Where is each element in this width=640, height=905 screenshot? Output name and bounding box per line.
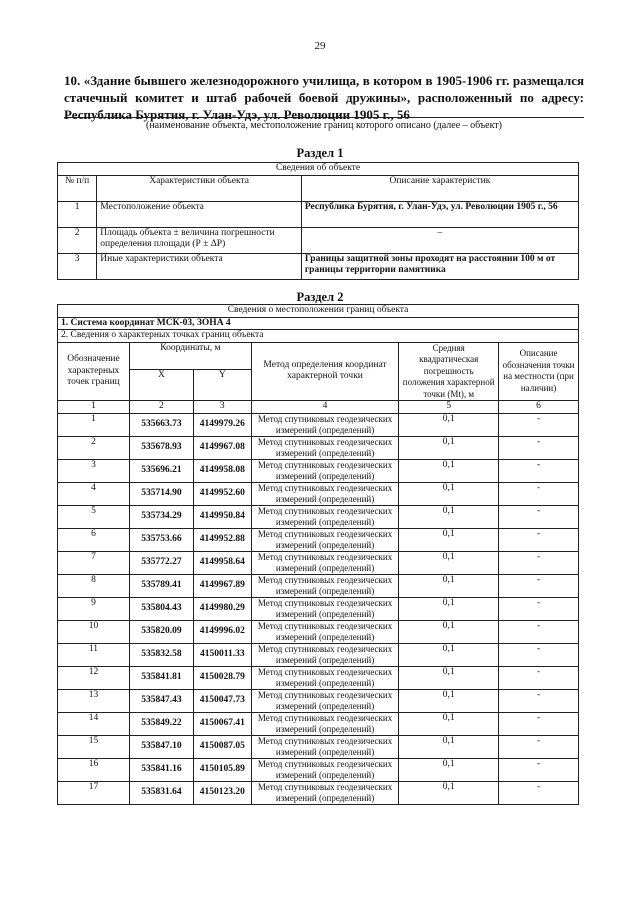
point-number: 13 <box>58 689 130 712</box>
points-caption: 2. Сведения о характерных точках границ объекта <box>58 330 579 343</box>
table-row <box>58 528 579 551</box>
point-number: 5 <box>58 505 130 528</box>
characteristic-name: Местоположение объекта <box>97 201 302 227</box>
header-description: Описание характеристик <box>301 175 578 201</box>
table-row <box>58 758 579 781</box>
coordinate-x: 535841.81 <box>129 666 193 689</box>
column-number: 3 <box>193 401 251 414</box>
point-description: - <box>499 666 579 689</box>
coordinate-y: 4150028.79 <box>193 666 251 689</box>
point-number: 8 <box>58 574 130 597</box>
characteristic-description: – <box>301 227 578 253</box>
coordinate-y: 4149979.26 <box>193 413 251 436</box>
coordinate-y: 4150011.33 <box>193 643 251 666</box>
coordinate-x: 535696.21 <box>129 459 193 482</box>
point-description: - <box>499 735 579 758</box>
characteristic-name: Иные характеристики объекта <box>97 253 302 279</box>
point-description: - <box>499 643 579 666</box>
point-method: Метод спутниковых геодезических измерений (определений) <box>251 666 399 689</box>
column-number: 5 <box>399 401 499 414</box>
section1-title: Раздел 1 <box>296 146 344 160</box>
point-number: 9 <box>58 597 130 620</box>
point-number: 3 <box>58 459 130 482</box>
section1-table-title: Сведения об объекте <box>58 163 579 176</box>
table-row <box>58 781 579 804</box>
coordinate-x: 535734.29 <box>129 505 193 528</box>
point-method: Метод спутниковых геодезических измерений (определений) <box>251 689 399 712</box>
point-method: Метод спутниковых геодезических измерений (определений) <box>251 574 399 597</box>
point-accuracy: 0,1 <box>399 551 499 574</box>
point-method: Метод спутниковых геодезических измерений (определений) <box>251 758 399 781</box>
coordinate-x: 535820.09 <box>129 620 193 643</box>
section2-table-title: Сведения о местоположении границ объекта <box>58 305 579 318</box>
point-description: - <box>499 528 579 551</box>
coordinate-y: 4149980.29 <box>193 597 251 620</box>
table-row <box>58 436 579 459</box>
coordinate-x: 535831.64 <box>129 781 193 804</box>
point-accuracy: 0,1 <box>399 620 499 643</box>
point-description: - <box>499 620 579 643</box>
point-number: 16 <box>58 758 130 781</box>
coordinate-x: 535753.66 <box>129 528 193 551</box>
point-number: 2 <box>58 436 130 459</box>
coordinate-y: 4149996.02 <box>193 620 251 643</box>
coordinate-y: 4149950.84 <box>193 505 251 528</box>
header-coordinates: Координаты, м <box>129 342 251 370</box>
point-description: - <box>499 758 579 781</box>
point-accuracy: 0,1 <box>399 528 499 551</box>
point-method: Метод спутниковых геодезических измерений (определений) <box>251 643 399 666</box>
coordinate-y: 4150123.20 <box>193 781 251 804</box>
table-row <box>58 253 579 279</box>
row-number: 2 <box>58 227 97 253</box>
coordinate-x: 535789.41 <box>129 574 193 597</box>
coordinate-x: 535772.27 <box>129 551 193 574</box>
section2-title: Раздел 2 <box>296 290 344 304</box>
object-info-table <box>57 162 579 280</box>
point-description: - <box>499 413 579 436</box>
coordinate-x: 535841.16 <box>129 758 193 781</box>
coordinate-x: 535847.43 <box>129 689 193 712</box>
point-method: Метод спутниковых геодезических измерений (определений) <box>251 528 399 551</box>
point-number: 6 <box>58 528 130 551</box>
point-accuracy: 0,1 <box>399 505 499 528</box>
coordinate-x: 535663.73 <box>129 413 193 436</box>
coordinate-y: 4149958.08 <box>193 459 251 482</box>
point-method: Метод спутниковых геодезических измерений (определений) <box>251 436 399 459</box>
table-row <box>58 689 579 712</box>
point-accuracy: 0,1 <box>399 781 499 804</box>
table-row <box>58 227 579 253</box>
point-number: 14 <box>58 712 130 735</box>
table-row <box>58 574 579 597</box>
header-x: X <box>129 370 193 401</box>
point-method: Метод спутниковых геодезических измерений (определений) <box>251 551 399 574</box>
point-accuracy: 0,1 <box>399 597 499 620</box>
header-number: № п/п <box>58 175 97 201</box>
point-accuracy: 0,1 <box>399 574 499 597</box>
point-description: - <box>499 689 579 712</box>
column-number: 6 <box>499 401 579 414</box>
heading-underline <box>64 117 584 118</box>
point-method: Метод спутниковых геодезических измерений (определений) <box>251 735 399 758</box>
coordinate-x: 535714.90 <box>129 482 193 505</box>
coordinate-x: 535678.93 <box>129 436 193 459</box>
coordinate-y: 4150047.73 <box>193 689 251 712</box>
coordinate-y: 4149967.08 <box>193 436 251 459</box>
table-row <box>58 201 579 227</box>
table-row <box>58 735 579 758</box>
boundary-points-table <box>57 304 579 805</box>
point-accuracy: 0,1 <box>399 712 499 735</box>
table-row <box>58 413 579 436</box>
point-accuracy: 0,1 <box>399 758 499 781</box>
point-number: 10 <box>58 620 130 643</box>
point-method: Метод спутниковых геодезических измерений (определений) <box>251 620 399 643</box>
point-number: 12 <box>58 666 130 689</box>
column-number: 4 <box>251 401 399 414</box>
table-row <box>58 666 579 689</box>
point-number: 11 <box>58 643 130 666</box>
table-row <box>58 620 579 643</box>
row-number: 3 <box>58 253 97 279</box>
point-accuracy: 0,1 <box>399 482 499 505</box>
point-number: 4 <box>58 482 130 505</box>
coordinate-x: 535847.10 <box>129 735 193 758</box>
point-description: - <box>499 459 579 482</box>
coordinate-x: 535832.58 <box>129 643 193 666</box>
header-method: Метод определения координат характерной точки <box>251 342 399 401</box>
header-y: Y <box>193 370 251 401</box>
row-number: 1 <box>58 201 97 227</box>
page-number: 29 <box>314 40 326 52</box>
coordinate-y: 4149958.64 <box>193 551 251 574</box>
point-method: Метод спутниковых геодезических измерений (определений) <box>251 781 399 804</box>
coordinate-y: 4149952.60 <box>193 482 251 505</box>
coordinate-system: 1. Система координат МСК-03, ЗОНА 4 <box>58 317 579 330</box>
point-accuracy: 0,1 <box>399 459 499 482</box>
point-accuracy: 0,1 <box>399 689 499 712</box>
point-method: Метод спутниковых геодезических измерений (определений) <box>251 597 399 620</box>
coordinate-x: 535804.43 <box>129 597 193 620</box>
point-description: - <box>499 781 579 804</box>
header-accuracy: Средняя квадратическая погрешность положения характерной точки (Mt), м <box>399 342 499 401</box>
point-accuracy: 0,1 <box>399 436 499 459</box>
point-method: Метод спутниковых геодезических измерений (определений) <box>251 712 399 735</box>
column-number: 1 <box>58 401 130 414</box>
column-number: 2 <box>129 401 193 414</box>
point-method: Метод спутниковых геодезических измерений (определений) <box>251 413 399 436</box>
coordinate-y: 4150067.41 <box>193 712 251 735</box>
point-number: 15 <box>58 735 130 758</box>
point-description: - <box>499 436 579 459</box>
point-accuracy: 0,1 <box>399 735 499 758</box>
point-number: 17 <box>58 781 130 804</box>
point-description: - <box>499 597 579 620</box>
table-row <box>58 482 579 505</box>
header-point-description: Описание обозначения точки на местности (при наличии) <box>499 342 579 401</box>
point-number: 7 <box>58 551 130 574</box>
point-method: Метод спутниковых геодезических измерений (определений) <box>251 482 399 505</box>
table-row <box>58 597 579 620</box>
coordinate-y: 4150105.89 <box>193 758 251 781</box>
header-characteristic: Характеристики объекта <box>97 175 302 201</box>
point-accuracy: 0,1 <box>399 413 499 436</box>
point-accuracy: 0,1 <box>399 666 499 689</box>
point-method: Метод спутниковых геодезических измерений (определений) <box>251 459 399 482</box>
coordinate-y: 4150087.05 <box>193 735 251 758</box>
table-row <box>58 459 579 482</box>
point-number: 1 <box>58 413 130 436</box>
point-accuracy: 0,1 <box>399 643 499 666</box>
object-heading: 10. «Здание бывшего железнодорожного училища, в котором в 1905-1906 гг. размещался стачечный комитет и штаб рабочей боевой дружины», расположенный по адресу: Республика Бурятия, г. Улан-Удэ, ул. Революции 1905 г., 56 <box>64 73 584 122</box>
table-row <box>58 551 579 574</box>
heading-caption: (наименование объекта, местоположение границ которого описано (далее – объект) <box>145 120 503 131</box>
point-description: - <box>499 482 579 505</box>
point-description: - <box>499 712 579 735</box>
table-row <box>58 712 579 735</box>
point-description: - <box>499 505 579 528</box>
header-point: Обозначение характерных точек границ <box>58 342 130 401</box>
table-row <box>58 643 579 666</box>
table-row <box>58 505 579 528</box>
coordinate-y: 4149967.89 <box>193 574 251 597</box>
point-description: - <box>499 574 579 597</box>
point-method: Метод спутниковых геодезических измерений (определений) <box>251 505 399 528</box>
characteristic-description: Республика Бурятия, г. Улан-Удэ, ул. Революции 1905 г., 56 <box>301 201 578 227</box>
characteristic-description: Границы защитной зоны проходят на расстоянии 100 м от границы территории памятника <box>301 253 578 279</box>
coordinate-y: 4149952.88 <box>193 528 251 551</box>
point-description: - <box>499 551 579 574</box>
coordinate-x: 535849.22 <box>129 712 193 735</box>
characteristic-name: Площадь объекта ± величина погрешности определения площади (Р ± ΔР) <box>97 227 302 253</box>
